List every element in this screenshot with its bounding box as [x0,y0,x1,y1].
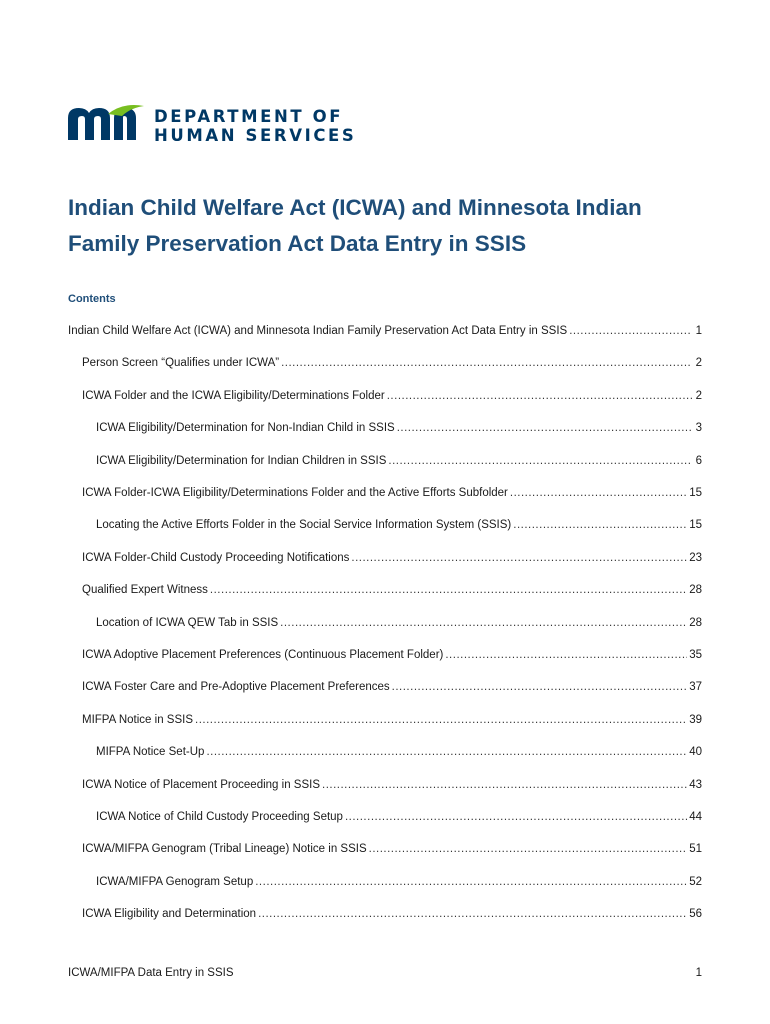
toc-entry-label: ICWA Adoptive Placement Preferences (Continuous Placement Folder) [82,649,444,661]
toc-page-number: 44 [689,811,702,823]
toc-page-number: 28 [689,617,702,629]
toc-entry[interactable] [82,646,702,664]
toc-page-number: 35 [689,649,702,661]
footer-page-number: 1 [695,967,702,979]
logo-line-1: DEPARTMENT OF [154,107,344,126]
logo-wordmark [154,107,356,145]
toc-entry-label: ICWA Notice of Child Custody Proceeding Setup [96,811,343,823]
mn-logo-mark [68,104,146,140]
toc-page-number: 15 [689,487,702,499]
toc-dot-leader [345,808,687,826]
toc-entry[interactable] [82,840,702,858]
toc-page-number: 2 [695,357,702,369]
toc-page-number: 28 [689,584,702,596]
toc-entry-label: MIFPA Notice in SSIS [82,714,193,726]
toc-dot-leader [369,840,688,858]
toc-entry-label: ICWA Folder-Child Custody Proceeding Notifications [82,552,350,564]
toc-entry[interactable] [96,452,702,470]
toc-entry[interactable] [82,354,702,372]
toc-entry-label: Indian Child Welfare Act (ICWA) and Minnesota Indian Family Preservation Act Data Entry in SSIS [68,325,568,337]
toc-entry[interactable] [82,905,702,923]
toc-entry[interactable] [96,516,702,534]
toc-page-number: 6 [695,455,702,467]
toc-dot-leader [569,322,692,340]
toc-entry-label: ICWA Eligibility/Determination for Non-Indian Child in SSIS [96,422,395,434]
toc-entry[interactable] [96,808,702,826]
toc-dot-leader [510,484,687,502]
toc-dot-leader [322,776,687,794]
toc-entry-label: Location of ICWA QEW Tab in SSIS [96,617,279,629]
toc-entry-label: Locating the Active Efforts Folder in the Social Service Information System (SSIS) [96,519,512,531]
toc-entry-label: ICWA/MIFPA Genogram Setup [96,876,254,888]
footer-title: ICWA/MIFPA Data Entry in SSIS [68,967,234,979]
toc-page-number: 15 [689,519,702,531]
dhs-logo [68,104,356,145]
toc-entry[interactable] [96,743,702,761]
toc-entry[interactable] [96,873,702,891]
toc-dot-leader [388,452,692,470]
toc-page-number: 43 [689,779,702,791]
toc-entry[interactable] [82,678,702,696]
toc-entry[interactable] [82,484,702,502]
toc-entry-label: Qualified Expert Witness [82,584,208,596]
toc-dot-leader [351,549,687,567]
document-title: Indian Child Welfare Act (ICWA) and Minnesota Indian Family Preservation Act Data Entry in SSIS [68,195,642,256]
toc-page-number: 37 [689,681,702,693]
toc-dot-leader [255,873,687,891]
toc-page-number: 39 [689,714,702,726]
contents-heading: Contents [68,293,116,305]
toc-entry[interactable] [82,581,702,599]
toc-entry-label: ICWA Eligibility/Determination for Indian Children in SSIS [96,455,387,467]
toc-dot-leader [387,387,692,405]
toc-dot-leader [513,516,687,534]
toc-page-number: 1 [695,325,702,337]
toc-entry[interactable] [68,322,702,340]
toc-entry-label: ICWA/MIFPA Genogram (Tribal Lineage) Notice in SSIS [82,843,367,855]
toc-entry-label: ICWA Folder and the ICWA Eligibility/Determinations Folder [82,390,385,402]
toc-page-number: 56 [689,908,702,920]
toc-entry[interactable] [82,387,702,405]
toc-entry-label: MIFPA Notice Set-Up [96,746,205,758]
toc-page-number: 51 [689,843,702,855]
toc-entry-label: Person Screen “Qualifies under ICWA” [82,357,280,369]
toc-dot-leader [280,614,687,632]
toc-dot-leader [445,646,687,664]
toc-page-number: 23 [689,552,702,564]
toc-entry-label: ICWA Eligibility and Determination [82,908,257,920]
toc-entry[interactable] [82,549,702,567]
toc-dot-leader [397,419,692,437]
toc-entry-label: ICWA Notice of Placement Proceeding in SSIS [82,779,320,791]
toc-entry[interactable] [96,419,702,437]
toc-entry-label: ICWA Folder-ICWA Eligibility/Determinations Folder and the Active Efforts Subfolder [82,487,508,499]
toc-page-number: 40 [689,746,702,758]
toc-entry[interactable] [82,711,702,729]
toc-page-number: 2 [695,390,702,402]
toc-page-number: 3 [695,422,702,434]
toc-page-number: 52 [689,876,702,888]
toc-entry-label: ICWA Foster Care and Pre-Adoptive Placement Preferences [82,681,390,693]
toc-dot-leader [281,354,692,372]
logo-line-2: HUMAN SERVICES [154,126,357,145]
toc-dot-leader [392,678,688,696]
toc-dot-leader [258,905,687,923]
toc-dot-leader [195,711,687,729]
toc-dot-leader [206,743,687,761]
toc-entry[interactable] [96,614,702,632]
toc-dot-leader [210,581,687,599]
toc-entry[interactable] [82,776,702,794]
